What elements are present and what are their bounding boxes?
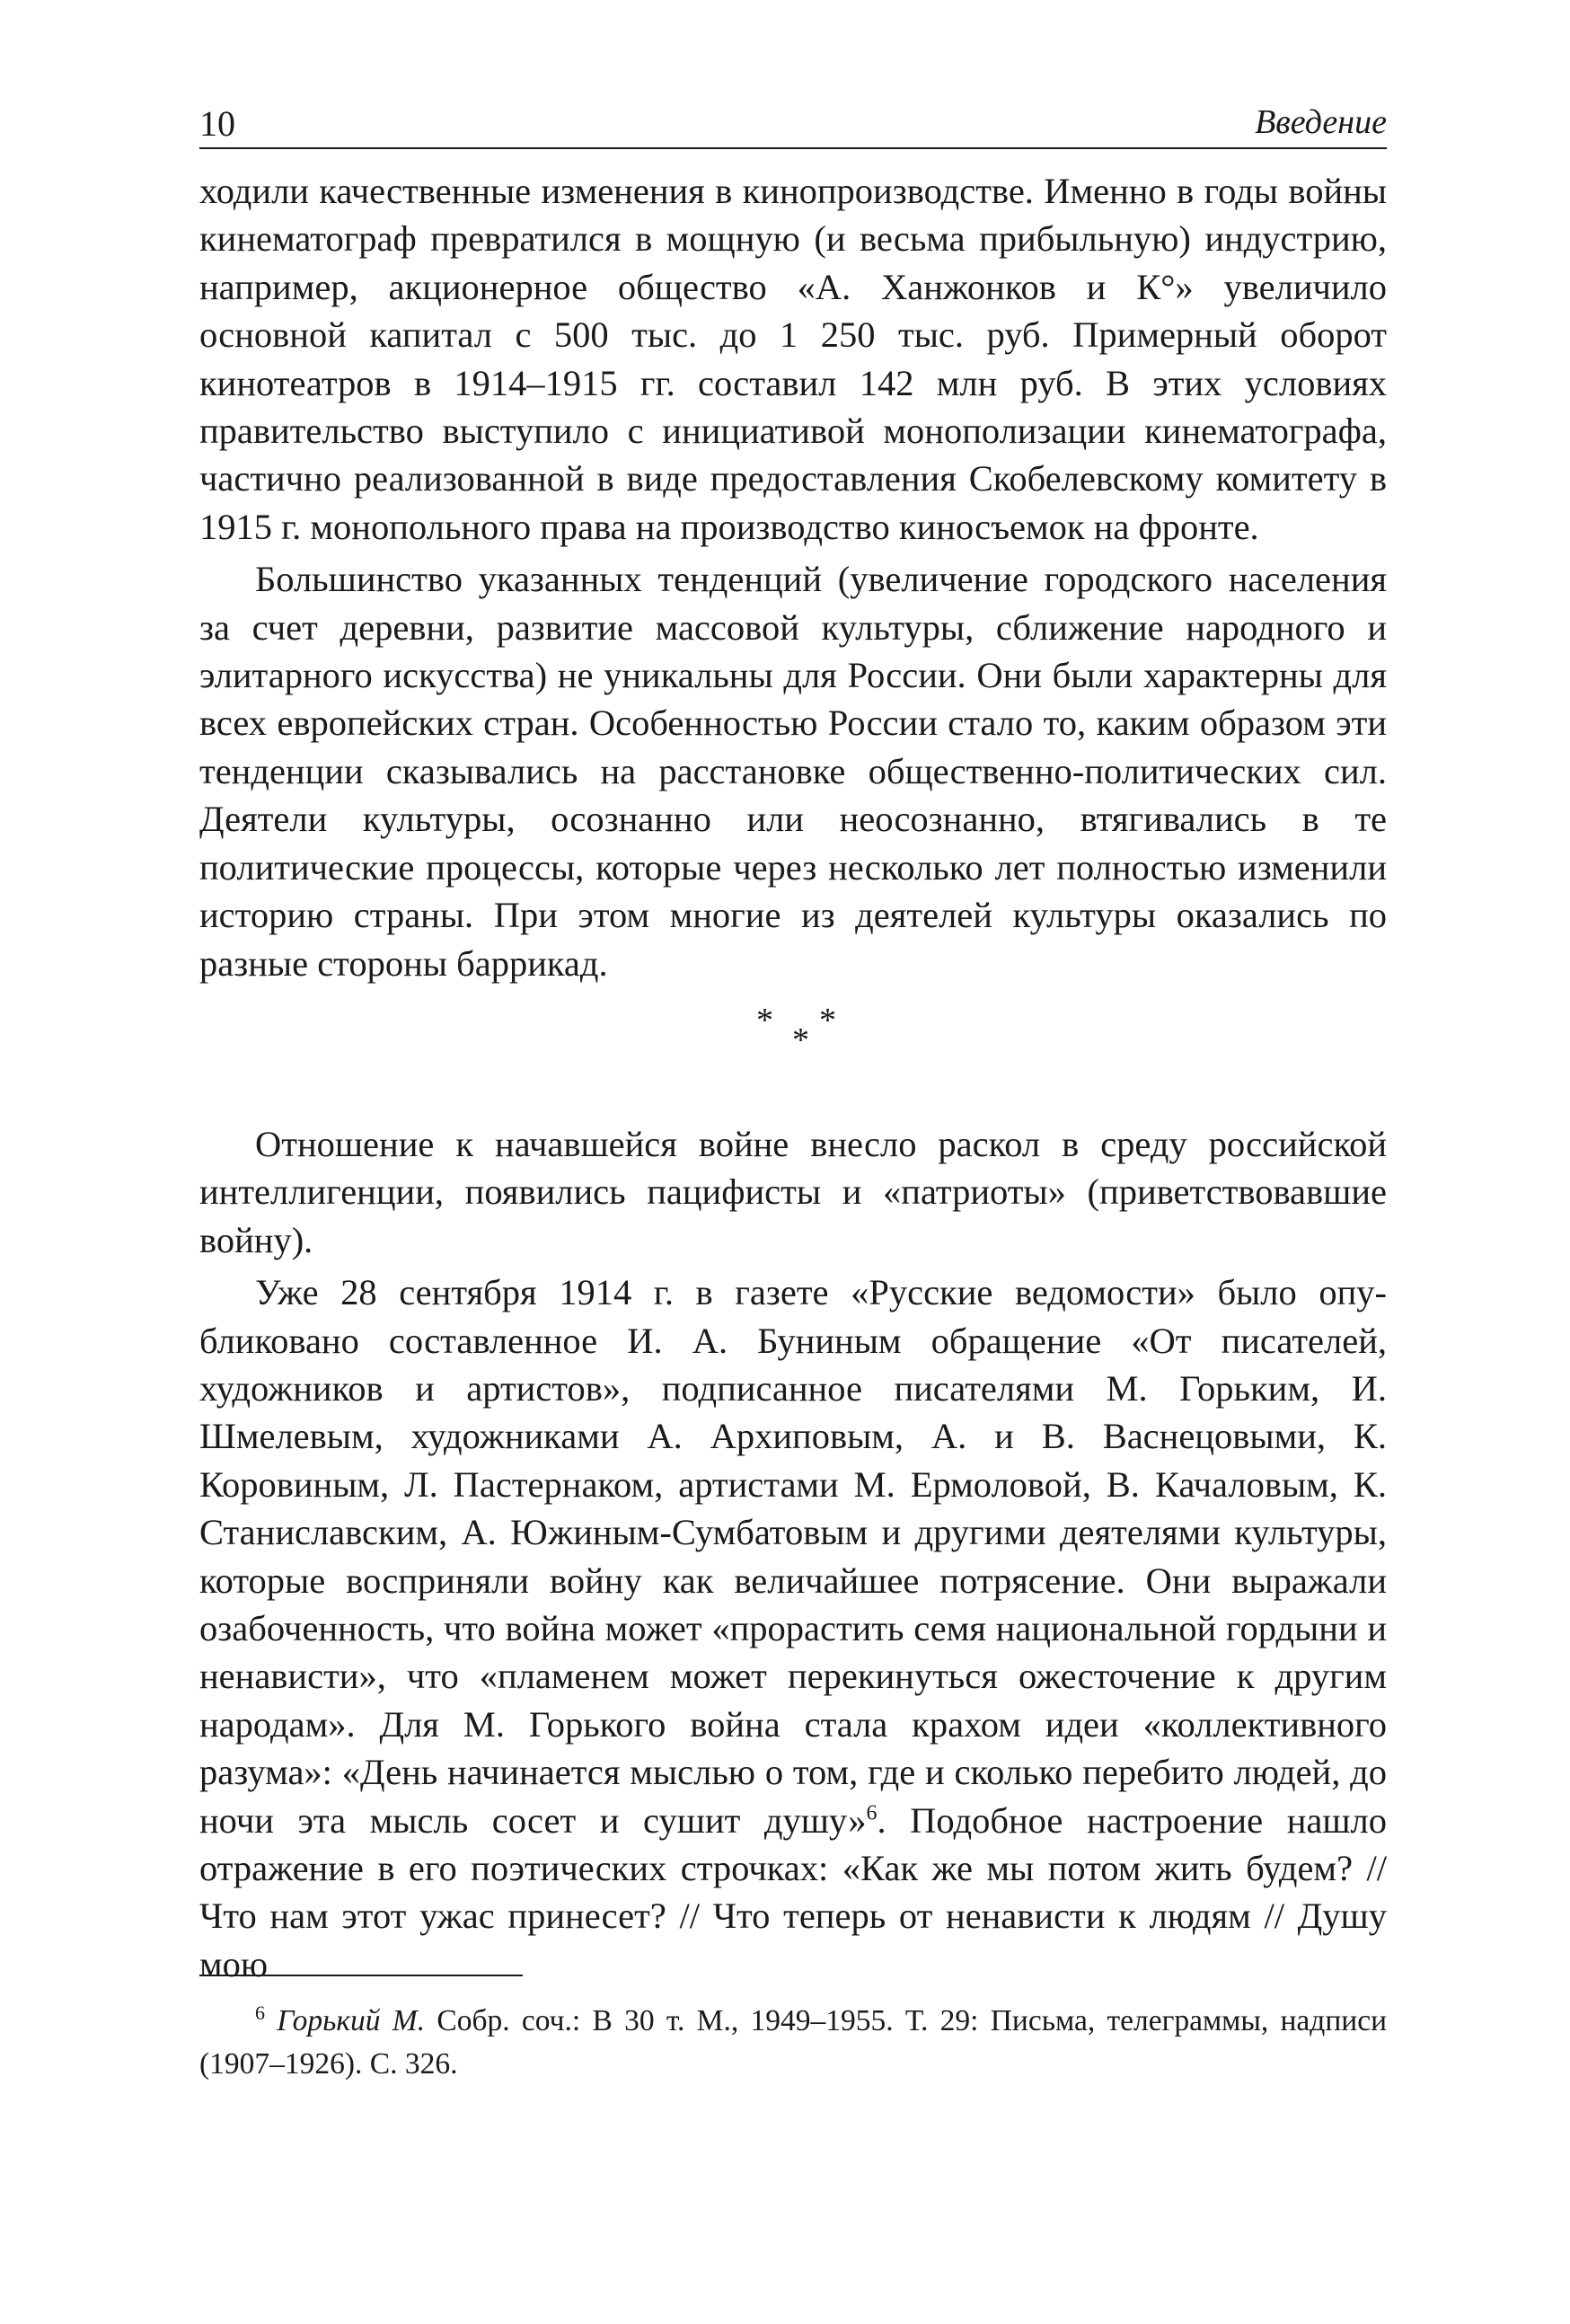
page-number: 10 (199, 103, 235, 144)
paragraph-continued: ходили качественные изменения в кинопроизводстве. Именно в годы войны кинематограф превратился в мощную (и весьма прибыльную) индустрию, например, акционерное общество «А. Ханжонков и К°» увеличило основной капитал с 500 тыс. до 1 250 тыс. руб. Примерный оборот кинотеатров в 1914–1915 гг. составил 142 млн руб. В этих условиях правительство выступило с инициативой монополизации кинематографа, частично реализованной в виде предоставления Скобелевскому комитету в 1915 г. монопольного права на производство киносъемок на фронте. (199, 171, 1387, 547)
separator-asterisk: * (819, 1001, 836, 1039)
separator-asterisk: * (792, 1021, 809, 1059)
paragraph-text: Уже 28 сентября 1914 г. в газете «Русские ведомости» было опубликовано составленное И. А. Буниным обращение «От писателей, художников и артистов», подписанное писателями М. Горьким, И. Шмелевым, художниками А. Архиповым, А. и В. Васнецовыми, К. Коровиным, Л. Пастернаком, артистами М. Ермоловой, В. Качаловым, К. Станиславским, А. Южиным-Сумбатовым и другими деятелями культуры, которые восприняли войну как величайшее потрясение. Они выражали озабоченность, что война может «прорастить семя национальной гордыни и ненависти», что «пламенем может перекинуться ожесточение к другим народам». Для М. Горького война стала крахом идеи «коллективного разума»: «День начинается мыслью о том, где и сколько перебито людей, до ночи эта мысль сосет и сушит душу» (199, 1272, 1387, 1841)
separator-asterisk: * (756, 1001, 773, 1039)
section-separator (199, 996, 1387, 1095)
footnote-reference[interactable]: 6 (866, 1801, 878, 1825)
footnote (199, 2000, 1387, 2086)
paragraph (199, 1268, 1387, 1988)
footnote-author: Горький М. (277, 2004, 426, 2037)
footnote-marker: 6 (255, 2001, 265, 2024)
running-header (199, 97, 1387, 149)
running-title: Введение (1255, 103, 1387, 141)
main-text (199, 167, 1387, 1988)
paragraph: Отношение к начавшейся войне внесло раскол в среду российской интеллигенции, появились пацифисты и «патриоты» (приветствовавшие войну). (199, 1123, 1387, 1260)
paragraph-text: . Подобное настроение нашло отражение в его поэтических строчках: «Как же мы потом жить будем? // Что нам этот ужас принесет? // Что теперь от ненависти к людям // Душу мою (199, 1799, 1387, 1984)
paragraph: Большинство указанных тенденций (увеличение городского населения за счет деревни, развитие массовой культуры, сближение народного и элитарного искусства) не уникальны для России. Они были характерны для всех европейских стран. Особенностью России стало то, каким образом эти тенденции сказывались на расстановке общественно-политических сил. Деятели культуры, осознанно или неосознанно, втягивались в те политические процессы, которые через несколько лет полностью изменили историю страны. При этом многие из деятелей культуры оказались по разные стороны баррикад. (199, 559, 1387, 984)
footnote-text: Собр. соч.: В 30 т. М., 1949–1955. Т. 29: Письма, телеграммы, надписи (1907–1926). С. 326. (199, 2004, 1387, 2081)
footnote-rule (199, 1975, 523, 1976)
